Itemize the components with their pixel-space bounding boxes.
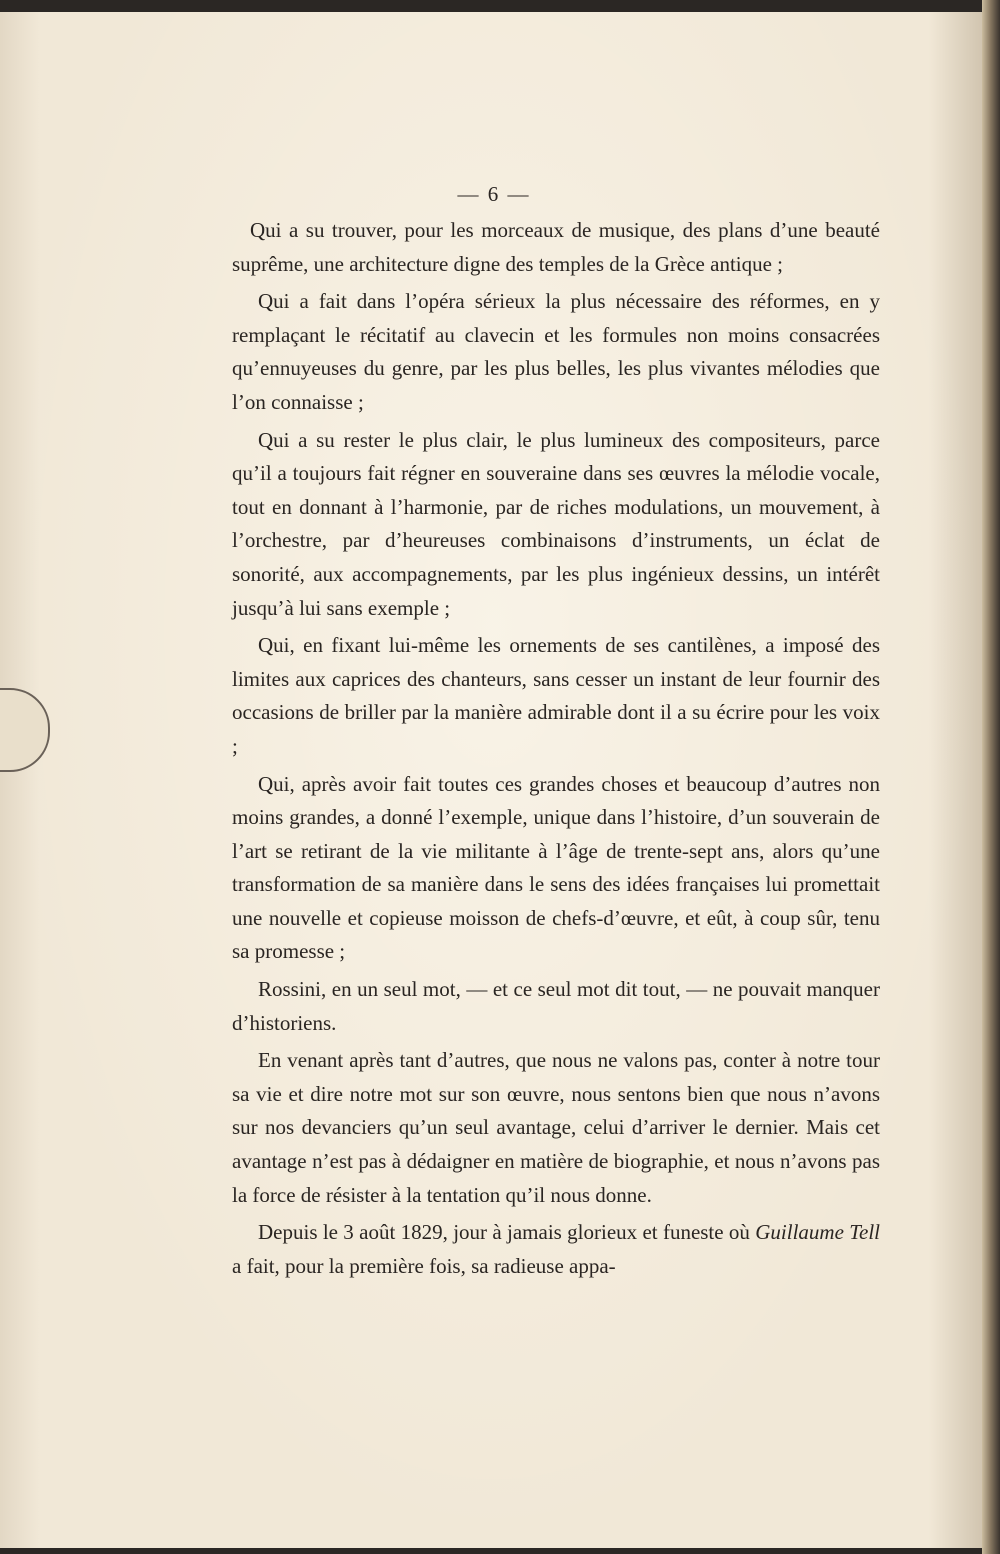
paragraph-4: Qui, en fixant lui-même les ornements de ses cantilènes, a imposé des limites aux caprices des chanteurs, sans cesser un instant de leur fournir des occasions de briller par la manière admirable dont il a su écrire pour les voix ; bbox=[232, 633, 880, 758]
paragraph-8 bbox=[232, 1216, 880, 1283]
page-number: — 6 — bbox=[457, 182, 531, 206]
paragraph-1: Qui a su trouver, pour les morceaux de musique, des plans d’une beauté suprême, une architecture digne des temples de la Grèce antique ; bbox=[232, 218, 880, 276]
paragraph-5: Qui, après avoir fait toutes ces grandes choses et beaucoup d’autres non moins grandes, a donné l’exemple, unique dans l’histoire, d’un souverain de l’art se retirant de la vie militante à l’âge de trente-sept ans, alors qu’une transformation de sa manière dans le sens des idées françaises lui promettait une nouvelle et copieuse moisson de chefs-d’œuvre, et eût, à coup sûr, tenu sa promesse ; bbox=[232, 771, 880, 964]
page-tab-notch bbox=[0, 688, 50, 772]
paragraph-2: Qui a fait dans l’opéra sérieux la plus nécessaire des réformes, en y remplaçant le récitatif au clavecin et les formules non moins consacrées qu’ennuyeuses du genre, par les plus belles, les plus vivantes mélodies que l’on connaisse ; bbox=[232, 289, 880, 414]
book-page bbox=[0, 12, 989, 1548]
page-edge bbox=[982, 0, 1000, 1554]
paragraph-3: Qui a su rester le plus clair, le plus lumineux des compositeurs, parce qu’il a toujours fait régner en souveraine dans ses œuvres la mélodie vocale, tout en donnant à l’harmonie, par de riches modulations, un mouvement, à l’orchestre, par d’heureuses combinaisons d’instruments, un éclat de sonorité, aux accompagnements, par les plus ingénieux dessins, un intérêt jusqu’à lui sans exemple ; bbox=[232, 427, 880, 620]
paragraph-8-text-end: a fait, pour la première fois, sa radieuse appa- bbox=[232, 1253, 616, 1278]
paragraph-7: En venant après tant d’autres, que nous ne valons pas, conter à notre tour sa vie et dire notre mot sur son œuvre, nous sentons bien que nous n’avons sur nos devanciers qu’un seul avantage, celui d’arriver le dernier. Mais cet avantage n’est pas à dédaigner en matière de biographie, et nous n’avons pas la force de résister à la tentation qu’il nous donne. bbox=[232, 1048, 880, 1207]
paragraph-6: Rossini, en un seul mot, — et ce seul mot dit tout, — ne pouvait manquer d’historiens. bbox=[232, 977, 880, 1035]
opera-title-italic: Guillaume Tell bbox=[755, 1220, 880, 1245]
body-text bbox=[232, 214, 880, 1283]
paragraph-8-text-start: Depuis le 3 août 1829, jour à jamais glorieux et funeste où bbox=[258, 1220, 756, 1245]
